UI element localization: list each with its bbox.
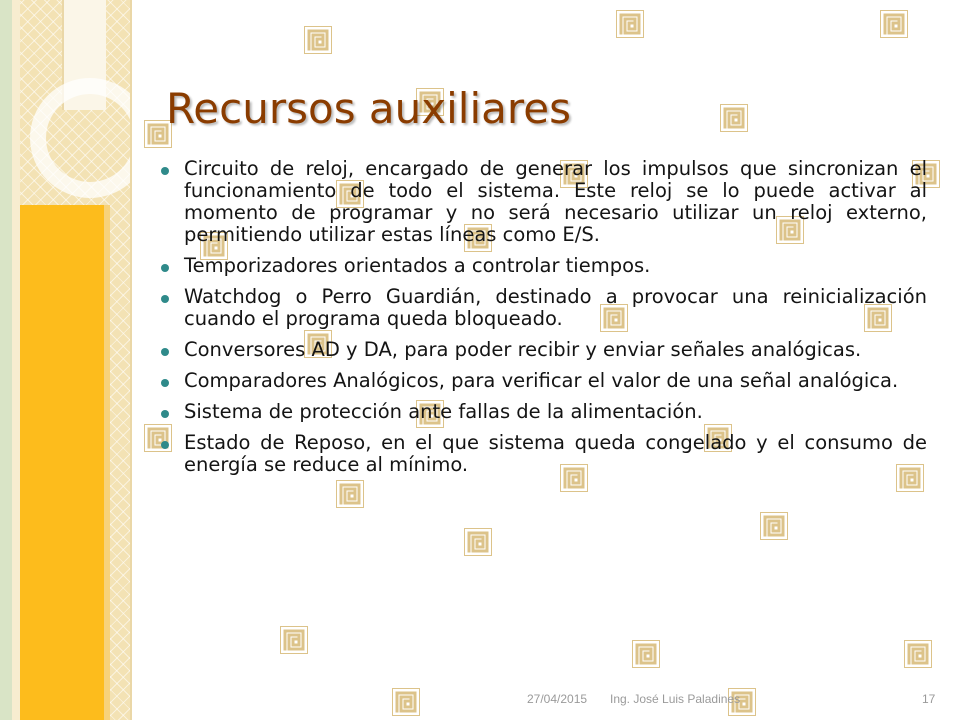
side-band-stripe-light: [12, 0, 20, 720]
bullet-item: [160, 370, 927, 392]
bullet-text: Sistema de protección ante fallas de la alimentación.: [184, 400, 703, 423]
bullet-text: Estado de Reposo, en el que sistema queda congelado y el consumo de energía se reduce al mínimo.: [184, 431, 927, 476]
footer-page-number: 17: [922, 692, 936, 706]
bullet-item: [160, 432, 927, 476]
bullet-text: Temporizadores orientados a controlar tiempos.: [184, 254, 651, 277]
greek-key-icon: [280, 626, 308, 654]
bullet-text: Watchdog o Perro Guardián, destinado a provocar una reinicialización cuando el programa queda bloqueado.: [184, 285, 927, 330]
greek-key-icon: [632, 640, 660, 668]
greek-key-icon: [904, 640, 932, 668]
greek-key-icon: [760, 512, 788, 540]
side-band-thin-stripe: [104, 205, 110, 720]
bullet-text: Comparadores Analógicos, para verificar el valor de una señal analógica.: [184, 369, 899, 392]
bullet-item: [160, 286, 927, 330]
bullet-icon: [161, 348, 169, 356]
greek-key-icon: [464, 528, 492, 556]
greek-key-icon: [720, 104, 748, 132]
greek-key-icon: [880, 10, 908, 38]
bullet-item: [160, 158, 927, 246]
bullet-icon: [161, 410, 169, 418]
bullet-item: [160, 255, 927, 277]
slide-content: [160, 158, 927, 485]
bullet-icon: [161, 264, 169, 272]
bullet-icon: [161, 441, 169, 449]
bullet-item: [160, 339, 927, 361]
bullet-list: [160, 158, 927, 476]
footer-author: Ing. José Luis Paladines: [610, 692, 741, 706]
greek-key-icon: [304, 26, 332, 54]
greek-key-icon: [616, 10, 644, 38]
bullet-text: Circuito de reloj, encargado de generar los impulsos que sincronizan el funcionamiento de todo el sistema. Este reloj se lo puede activar al momento de programar y no será necesario utilizar un reloj externo, permitiendo utilizar estas líneas como E/S.: [184, 157, 927, 246]
bullet-text: Conversores AD y DA, para poder recibir y enviar señales analógicas.: [184, 338, 862, 361]
bullet-item: [160, 401, 927, 423]
bullet-icon: [161, 379, 169, 387]
side-band-stripe: [0, 0, 12, 720]
side-band-accent: [20, 205, 104, 720]
bullet-icon: [161, 167, 169, 175]
bullet-icon: [161, 295, 169, 303]
footer-date: 27/04/2015: [527, 692, 588, 706]
slide-title: Recursos auxiliares: [166, 84, 571, 133]
side-band-divider: [130, 0, 132, 720]
greek-key-icon: [392, 688, 420, 716]
side-band-circle: [20, 60, 132, 210]
